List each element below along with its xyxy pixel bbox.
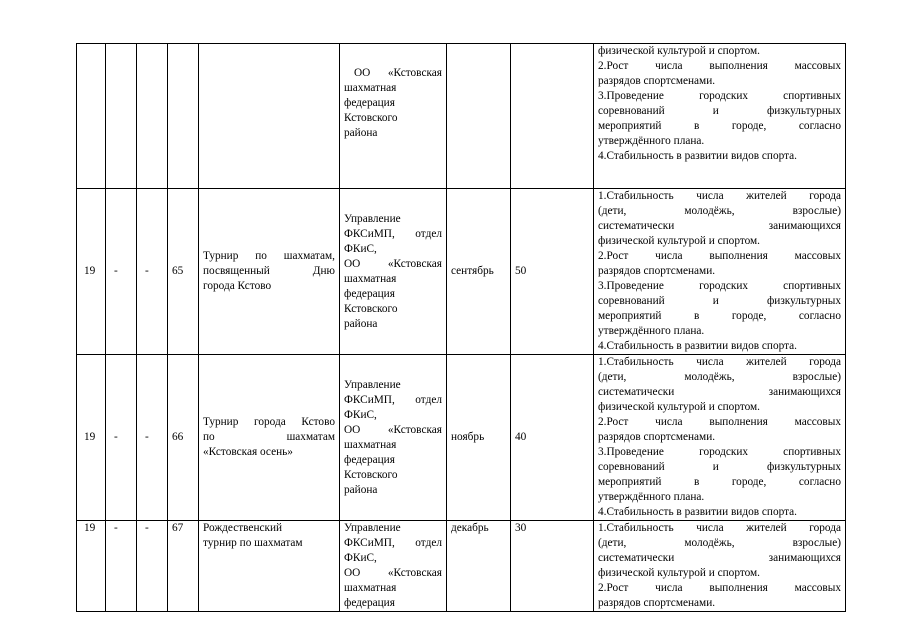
organizer-line: ОО «Кстовская	[344, 423, 442, 436]
number-cell	[168, 189, 199, 355]
results-line: разрядов спортсменами.	[598, 75, 716, 87]
results-line: (дети, молодёжь, взрослые)	[598, 371, 841, 383]
dash-cell-text: -	[145, 265, 149, 277]
organizer-line: ФКСиМП, отдел	[344, 227, 442, 240]
organizer-line: ОО «Кстовская	[344, 567, 442, 579]
organizer-line: Управление	[344, 378, 401, 391]
organizer-line: ФКиС,	[344, 552, 377, 564]
dash-cell	[106, 189, 137, 355]
organizer-line: Кстовского	[344, 302, 398, 315]
participants-cell	[511, 189, 594, 355]
organizer-line: федерация	[344, 97, 395, 109]
month-text: ноябрь	[451, 431, 485, 443]
organizer-line: Кстовского	[344, 468, 398, 481]
organizer-line: Кстовского	[344, 112, 398, 124]
number-cell	[168, 44, 199, 189]
number-cell	[168, 355, 199, 521]
organizer-cell	[340, 355, 447, 521]
year-cell	[77, 189, 106, 355]
dash-cell	[137, 355, 168, 521]
organizer-line: района	[344, 483, 378, 496]
results-line: мероприятий в городе, согласно	[598, 476, 841, 488]
month-cell	[447, 521, 511, 612]
event-name-cell	[199, 355, 340, 521]
dash-cell	[137, 44, 168, 189]
organizer-line: района	[344, 127, 378, 139]
year-cell	[77, 355, 106, 521]
event-name-cell	[199, 521, 340, 612]
organizer-line: ФКСиМП, отдел	[344, 537, 442, 549]
results-line: физической культурой и спортом.	[598, 567, 761, 579]
results-line: мероприятий в городе, согласно	[598, 310, 841, 322]
organizer-line: шахматная	[344, 82, 397, 94]
number-cell	[168, 521, 199, 612]
results-line: систематически занимающихся	[598, 220, 841, 232]
participants-text: 50	[515, 265, 527, 277]
results-line: утверждённого плана.	[598, 325, 705, 337]
results-line: 3.Проведение городских спортивных	[598, 90, 841, 102]
year-cell-text: 19	[84, 431, 96, 443]
results-line: систематически занимающихся	[598, 386, 841, 398]
participants-text: 40	[515, 431, 527, 443]
results-line: физической культурой и спортом.	[598, 45, 761, 57]
organizer-line: Управление	[344, 522, 401, 534]
organizer-cell	[340, 189, 447, 355]
event-name-line: посвященный Дню	[203, 265, 335, 277]
month-text: сентябрь	[451, 265, 494, 277]
dash-cell-text: -	[114, 431, 118, 443]
year-cell	[77, 521, 106, 612]
dash-cell	[106, 44, 137, 189]
event-name-cell	[199, 189, 340, 355]
number-cell-text: 67	[172, 522, 184, 534]
year-cell-text: 19	[84, 265, 96, 277]
participants-cell	[511, 44, 594, 189]
event-name-line: Турнир по шахматам,	[203, 250, 335, 262]
dash-cell-text: -	[114, 265, 118, 277]
results-line: 4.Стабильность в развитии видов спорта.	[598, 150, 798, 162]
results-line: 2.Рост числа выполнения массовых	[598, 582, 841, 594]
results-cell	[594, 355, 846, 521]
month-cell	[447, 355, 511, 521]
results-line: соревнований и физкультурных	[598, 295, 841, 307]
results-line: разрядов спортсменами.	[598, 431, 716, 443]
month-text: декабрь	[451, 522, 489, 534]
results-line: (дети, молодёжь, взрослые)	[598, 205, 841, 217]
dash-cell-text: -	[114, 522, 118, 534]
participants-cell	[511, 521, 594, 612]
table-row	[77, 355, 846, 521]
event-name-cell	[199, 44, 340, 189]
organizer-line: ФКиС,	[344, 408, 377, 421]
results-line: (дети, молодёжь, взрослые)	[598, 537, 841, 549]
dash-cell-text: -	[145, 522, 149, 534]
organizer-line: района	[344, 317, 378, 330]
organizer-line: ОО «Кстовская	[344, 257, 442, 270]
event-name-line: турнир по шахматам	[203, 537, 303, 549]
results-line: 2.Рост числа выполнения массовых	[598, 250, 841, 262]
results-line: разрядов спортсменами.	[598, 265, 716, 277]
results-line: утверждённого плана.	[598, 491, 705, 503]
table-row	[77, 44, 846, 189]
organizer-line: ФКиС,	[344, 242, 377, 255]
organizer-cell	[340, 521, 447, 612]
dash-cell	[106, 521, 137, 612]
dash-cell	[106, 355, 137, 521]
results-line: 3.Проведение городских спортивных	[598, 280, 841, 292]
dash-cell	[137, 521, 168, 612]
results-cell	[594, 189, 846, 355]
table-body	[77, 44, 846, 612]
event-name-line: Рождественский	[203, 522, 283, 534]
number-cell-text: 65	[172, 265, 184, 277]
organizer-line: Управление	[344, 212, 401, 225]
results-line: 4.Стабильность в развитии видов спорта.	[598, 506, 798, 518]
dash-cell	[137, 189, 168, 355]
results-line: 1.Стабильность числа жителей города	[598, 190, 841, 202]
organizer-line: шахматная	[344, 438, 397, 451]
results-line: 2.Рост числа выполнения массовых	[598, 60, 841, 72]
results-line: соревнований и физкультурных	[598, 461, 841, 473]
organizer-line: федерация	[344, 453, 395, 466]
results-line: 1.Стабильность числа жителей города	[598, 356, 841, 368]
year-cell-text: 19	[84, 522, 96, 534]
number-cell-text: 66	[172, 431, 184, 443]
organizer-line: федерация	[344, 287, 395, 300]
results-line: систематически занимающихся	[598, 552, 841, 564]
results-line: мероприятий в городе, согласно	[598, 120, 841, 132]
results-cell	[594, 521, 846, 612]
dash-cell-text: -	[145, 431, 149, 443]
results-line: соревнований и физкультурных	[598, 105, 841, 117]
event-name-line: «Кстовская осень»	[203, 446, 293, 458]
event-name-line: города Кстово	[203, 280, 272, 292]
results-cell	[594, 44, 846, 189]
month-cell	[447, 189, 511, 355]
month-cell	[447, 44, 511, 189]
organizer-line: ФКСиМП, отдел	[344, 393, 442, 406]
organizer-line: шахматная	[344, 272, 397, 285]
organizer-line: федерация	[344, 597, 395, 609]
organizer-line: ОО «Кстовская	[354, 67, 442, 79]
table-row	[77, 189, 846, 355]
participants-cell	[511, 355, 594, 521]
events-table	[76, 43, 846, 612]
results-line: 1.Стабильность числа жителей города	[598, 522, 841, 534]
event-name-line: по шахматам	[203, 431, 335, 443]
results-line: 4.Стабильность в развитии видов спорта.	[598, 340, 798, 352]
results-line: физической культурой и спортом.	[598, 235, 761, 247]
results-line: 3.Проведение городских спортивных	[598, 446, 841, 458]
organizer-line: шахматная	[344, 582, 397, 594]
participants-text: 30	[515, 522, 527, 534]
results-line: физической культурой и спортом.	[598, 401, 761, 413]
results-line: 2.Рост числа выполнения массовых	[598, 416, 841, 428]
table-row	[77, 521, 846, 612]
year-cell	[77, 44, 106, 189]
results-line: разрядов спортсменами.	[598, 597, 716, 609]
results-line: утверждённого плана.	[598, 135, 705, 147]
event-name-line: Турнир города Кстово	[203, 416, 335, 428]
organizer-cell	[340, 44, 447, 189]
